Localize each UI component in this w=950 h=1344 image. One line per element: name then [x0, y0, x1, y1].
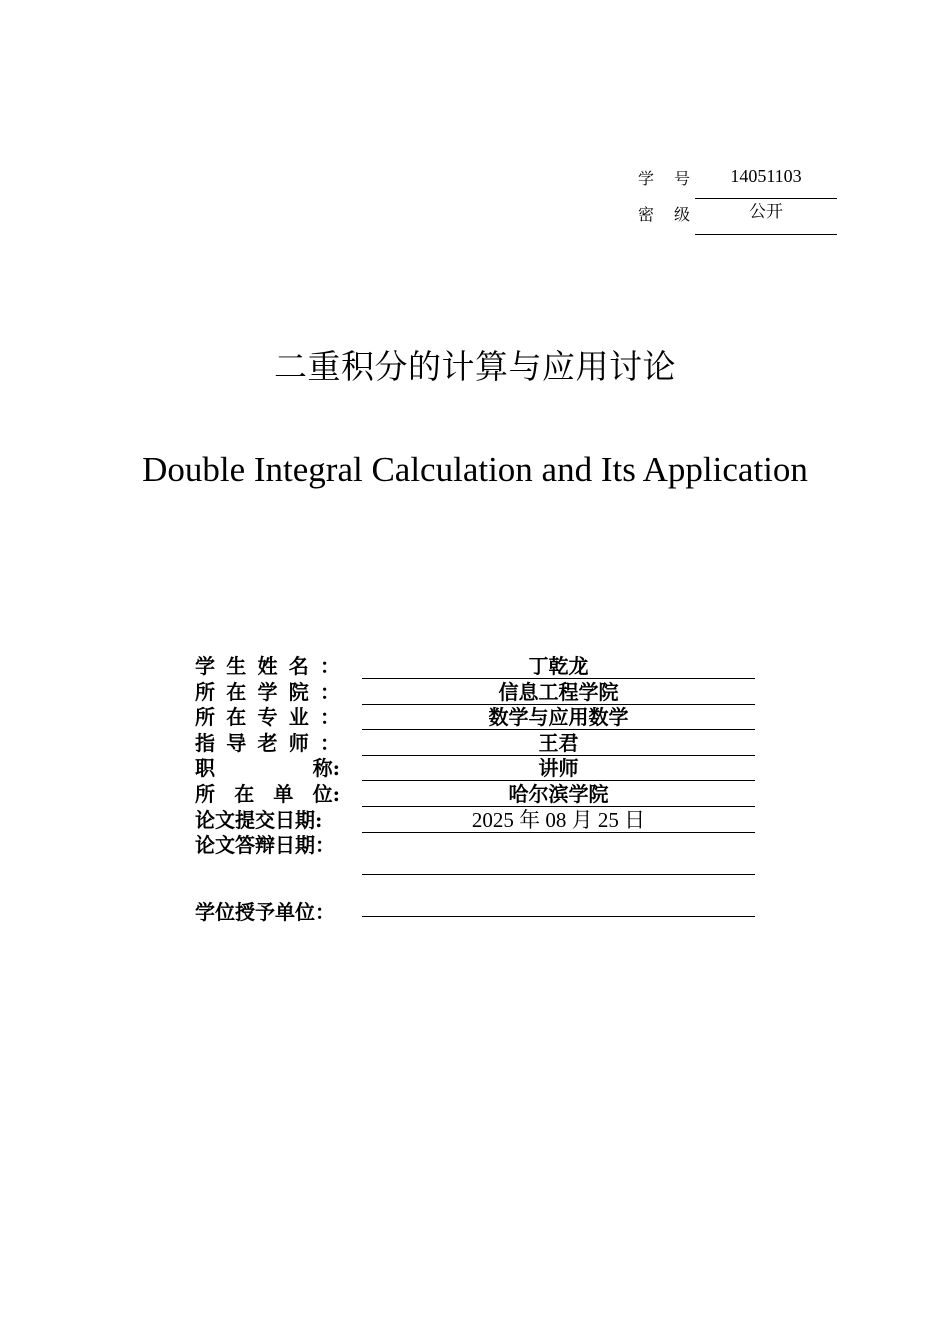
title-rank-row	[195, 755, 760, 781]
unit-value: 哈尔滨学院	[362, 781, 755, 807]
thesis-title-chinese: 二重积分的计算与应用讨论	[274, 347, 676, 386]
student-id-value: 14051103	[695, 164, 837, 199]
advisor-row	[195, 730, 760, 756]
thesis-title-english: Double Integral Calculation and Its Application	[142, 450, 808, 489]
advisor-value: 王君	[362, 730, 755, 756]
student-info-form	[195, 653, 760, 925]
title-rank-value: 讲师	[362, 755, 755, 781]
degree-unit-row	[195, 875, 760, 925]
submission-date-row	[195, 807, 760, 833]
defense-date-label: 论文答辩日期：	[195, 833, 335, 858]
degree-unit-value	[362, 875, 755, 917]
defense-date-row	[195, 832, 760, 875]
degree-unit-label: 学位授予单位：	[195, 900, 335, 925]
college-row	[195, 679, 760, 705]
secrecy-row	[638, 196, 838, 232]
major-label: 所 在 专 业 ：	[195, 705, 340, 730]
document-meta	[638, 160, 838, 232]
student-id-label: 学号	[638, 169, 711, 188]
student-name-value: 丁乾龙	[362, 653, 755, 679]
submission-date-label: 论文提交日期:	[195, 807, 323, 832]
major-row	[195, 704, 760, 730]
title-rank-label: 职 称:	[195, 756, 340, 781]
defense-date-value	[362, 832, 755, 875]
submission-date-value: 2025 年 08 月 25 日	[362, 807, 755, 833]
college-value: 信息工程学院	[362, 679, 755, 705]
secrecy-label: 密级	[638, 205, 711, 224]
student-id-row	[638, 160, 838, 196]
student-name-label: 学 生 姓 名 ：	[195, 654, 340, 678]
major-value: 数学与应用数学	[362, 704, 755, 730]
unit-row	[195, 781, 760, 807]
unit-label: 所 在 单 位:	[195, 781, 340, 806]
college-label: 所 在 学 院 ：	[195, 679, 340, 704]
advisor-label: 指 导 老 师 ：	[195, 730, 340, 755]
secrecy-value: 公开	[695, 200, 837, 235]
student-name-row	[195, 653, 760, 679]
